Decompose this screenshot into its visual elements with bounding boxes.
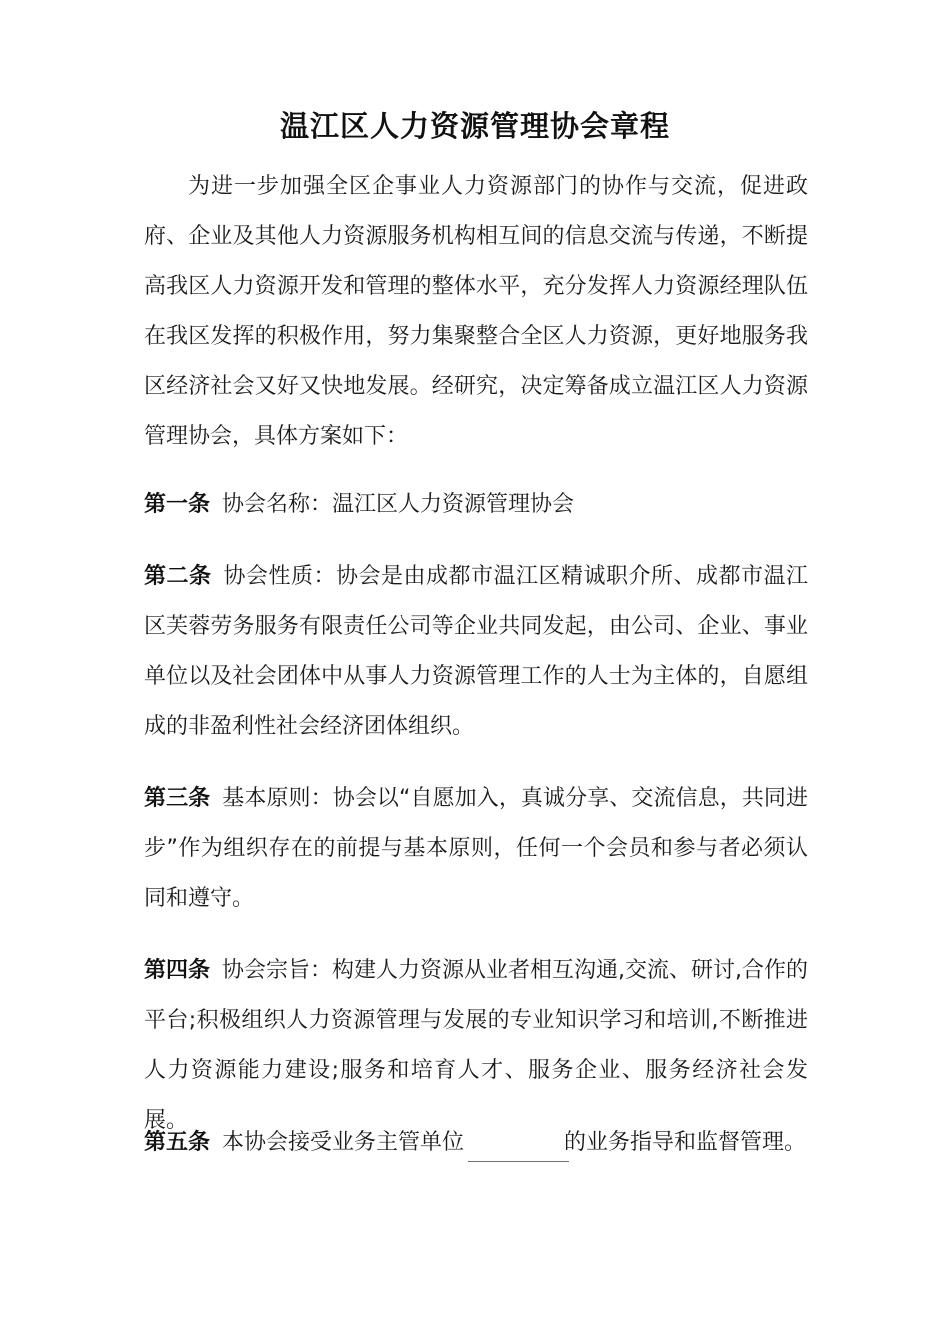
article-5-label: 第五条	[144, 1130, 211, 1155]
article-4-label: 第四条	[144, 958, 211, 983]
article-4-text: 协会宗旨：构建人力资源从业者相互沟通,交流、研讨,合作的平台;积极组织人力资源管理与发展的专业知识学习和培训,不断推进人力资源能力建设;服务和培育人才、服务企业、服务经济社会发展。	[144, 958, 809, 1133]
article-3-label: 第三条	[144, 786, 211, 811]
intro-paragraph: 为进一步加强全区企事业人力资源部门的协作与交流，促进政府、企业及其他人力资源服务机构相互间的信息交流与传递，不断提高我区人力资源开发和管理的整体水平，充分发挥人力资源经理队伍在我区发挥的积极作用，努力集聚整合全区人力资源，更好地服务我区经济社会又好又快地发展。经研究，决定筹备成立温江区人力资源管理协会，具体方案如下：	[144, 174, 808, 449]
article-2-text: 协会性质：协会是由成都市温江区精诚职介所、成都市温江区芙蓉劳务服务有限责任公司等企业共同发起，由公司、企业、事业单位以及社会团体中从事人力资源管理工作的人士为主体的，自愿组成的非盈利性社会经济团体组织。	[144, 564, 808, 739]
article-1	[144, 480, 808, 530]
document-title: 温江区人力资源管理协会章程	[279, 109, 670, 143]
article-1-text: 协会名称：温江区人力资源管理协会	[222, 492, 575, 517]
article-2-label: 第二条	[144, 564, 212, 589]
article-5-text-before: 本协会接受业务主管单位	[222, 1130, 465, 1155]
article-2	[144, 552, 808, 752]
article-3	[144, 774, 808, 924]
article-1-label: 第一条	[144, 492, 211, 517]
article-4	[144, 946, 808, 1146]
article-5-text-after: 的业务指导和监督管理。	[564, 1130, 807, 1155]
fill-in-blank	[464, 1127, 564, 1149]
blank-underline	[468, 1161, 569, 1162]
article-3-text: 基本原则：协会以“自愿加入，真诚分享、交流信息，共同进步”作为组织存在的前提与基本原则，任何一个会员和参与者必须认同和遵守。	[144, 786, 808, 911]
